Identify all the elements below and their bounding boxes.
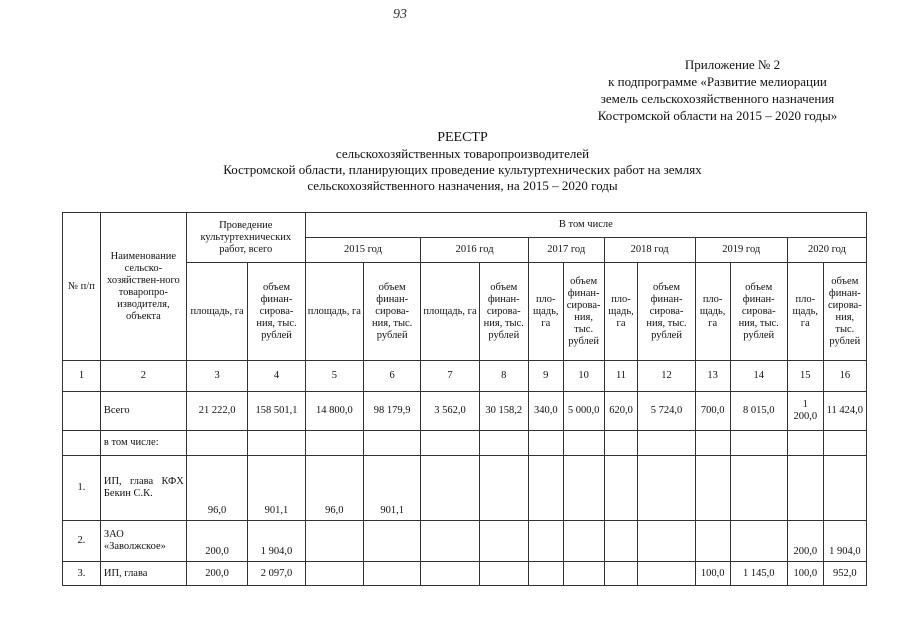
row-num (63, 392, 101, 431)
header-year: 2017 год (528, 238, 604, 263)
row-value (528, 431, 563, 456)
column-number: 12 (638, 361, 695, 392)
row-value (421, 431, 479, 456)
row-value: 901,1 (248, 456, 305, 521)
row-value (305, 562, 363, 586)
row-value (604, 521, 638, 562)
header-sub: площадь, га (186, 263, 247, 361)
column-number: 9 (528, 361, 563, 392)
row-value: 1 200,0 (787, 392, 823, 431)
row-value (479, 456, 528, 521)
header-name: Наименование сельско-хозяйствен-ного товаропро-изводителя, объекта (100, 213, 186, 361)
column-number: 4 (248, 361, 305, 392)
row-value: 5 724,0 (638, 392, 695, 431)
row-value: 3 562,0 (421, 392, 479, 431)
column-number: 13 (695, 361, 730, 392)
row-value (421, 562, 479, 586)
row-value: 158 501,1 (248, 392, 305, 431)
row-value (563, 521, 604, 562)
row-name: в том числе: (100, 431, 186, 456)
row-num: 1. (63, 456, 101, 521)
row-value (528, 456, 563, 521)
row-value: 620,0 (604, 392, 638, 431)
row-value: 901,1 (364, 456, 421, 521)
row-value (563, 562, 604, 586)
column-number-row (63, 361, 867, 392)
row-value (638, 521, 695, 562)
row-value (421, 456, 479, 521)
header-sub: площадь, га (421, 263, 479, 361)
row-value (695, 521, 730, 562)
column-number: 2 (100, 361, 186, 392)
appendix-line: Приложение № 2 (684, 57, 781, 72)
row-value (248, 431, 305, 456)
header-num: № п/п (63, 213, 101, 361)
row-value: 700,0 (695, 392, 730, 431)
appendix-line: земель сельскохозяйственного назначения (600, 91, 835, 106)
row-value (730, 521, 787, 562)
row-value: 21 222,0 (186, 392, 247, 431)
row-value: 5 000,0 (563, 392, 604, 431)
row-value (528, 521, 563, 562)
row-name: ИП, глава КФХ Бекин С.К. (100, 456, 186, 521)
row-name: Всего (100, 392, 186, 431)
row-value (604, 456, 638, 521)
header-sub: объем финан-сирова-ния, тыс. рублей (563, 263, 604, 361)
row-name: ЗАО «Заволжское» (100, 521, 186, 562)
header-sub: объем финан-сирова-ния, тыс. рублей (823, 263, 866, 361)
registry-table (62, 212, 867, 586)
column-number: 10 (563, 361, 604, 392)
row-value (364, 431, 421, 456)
row-value: 1 145,0 (730, 562, 787, 586)
header-sub: пло-щадь, га (695, 263, 730, 361)
row-value (186, 431, 247, 456)
page-number: 93 (393, 7, 407, 22)
document-title (60, 130, 865, 194)
row-value: 96,0 (305, 456, 363, 521)
column-number: 6 (364, 361, 421, 392)
column-number: 16 (823, 361, 866, 392)
row-value: 30 158,2 (479, 392, 528, 431)
row-value (479, 521, 528, 562)
header-sub: пло-щадь, га (787, 263, 823, 361)
row-value (364, 562, 421, 586)
column-number: 11 (604, 361, 638, 392)
row-value: 100,0 (787, 562, 823, 586)
row-value (364, 521, 421, 562)
header-sub: объем финан-сирова-ния, тыс. рублей (638, 263, 695, 361)
row-value: 96,0 (186, 456, 247, 521)
row-value: 1 904,0 (248, 521, 305, 562)
header-sub: объем финан-сирова-ния, тыс. рублей (364, 263, 421, 361)
column-number: 5 (305, 361, 363, 392)
column-number: 8 (479, 361, 528, 392)
row-value (604, 431, 638, 456)
table-row-including (63, 431, 867, 456)
row-value (787, 456, 823, 521)
row-value: 8 015,0 (730, 392, 787, 431)
row-value (730, 431, 787, 456)
header-row (63, 213, 867, 238)
header-incl-group: В том числе (305, 213, 866, 238)
row-value (421, 521, 479, 562)
header-sub: объем финан-сирова-ния, тыс. рублей (730, 263, 787, 361)
row-name: ИП, глава (100, 562, 186, 586)
row-value (604, 562, 638, 586)
appendix-line: Костромской области на 2015 – 2020 годы» (597, 108, 838, 123)
row-value: 200,0 (186, 562, 247, 586)
header-year: 2016 год (421, 238, 529, 263)
row-value (730, 456, 787, 521)
table-row (63, 562, 867, 586)
row-value (787, 431, 823, 456)
header-sub: пло-щадь, га (604, 263, 638, 361)
row-value (305, 521, 363, 562)
row-value (528, 562, 563, 586)
row-value: 340,0 (528, 392, 563, 431)
header-total-group: Проведение культуртехнических работ, всего (186, 213, 305, 263)
row-value (823, 431, 866, 456)
column-number: 7 (421, 361, 479, 392)
row-num: 3. (63, 562, 101, 586)
row-value (305, 431, 363, 456)
row-value: 11 424,0 (823, 392, 866, 431)
row-value: 98 179,9 (364, 392, 421, 431)
row-value (638, 562, 695, 586)
row-num (63, 431, 101, 456)
row-value: 14 800,0 (305, 392, 363, 431)
row-value (563, 456, 604, 521)
column-number: 3 (186, 361, 247, 392)
row-value (823, 456, 866, 521)
row-num: 2. (63, 521, 101, 562)
row-value: 2 097,0 (248, 562, 305, 586)
row-value (638, 456, 695, 521)
appendix-line: к подпрограмме «Развитие мелиорации (608, 74, 827, 89)
table-row (63, 456, 867, 521)
title-line: сельскохозяйственных товаропроизводителей (335, 146, 590, 161)
title-line: Костромской области, планирующих проведение культуртехнических работ на землях (223, 162, 702, 177)
column-number: 14 (730, 361, 787, 392)
row-value: 200,0 (186, 521, 247, 562)
row-value (479, 562, 528, 586)
header-year: 2015 год (305, 238, 421, 263)
header-sub: объем финан-сирова-ния, тыс. рублей (248, 263, 305, 361)
row-value (563, 431, 604, 456)
table-row-total (63, 392, 867, 431)
header-sub: объем финан-сирова-ния, тыс. рублей (479, 263, 528, 361)
column-number: 1 (63, 361, 101, 392)
header-year: 2018 год (604, 238, 695, 263)
appendix-heading (520, 56, 905, 124)
table-row (63, 521, 867, 562)
header-year: 2019 год (695, 238, 787, 263)
row-value (695, 456, 730, 521)
row-value: 952,0 (823, 562, 866, 586)
row-value: 200,0 (787, 521, 823, 562)
row-value (479, 431, 528, 456)
row-value (638, 431, 695, 456)
row-value (695, 431, 730, 456)
row-value: 100,0 (695, 562, 730, 586)
title-main: РЕЕСТР (437, 130, 488, 145)
header-sub: площадь, га (305, 263, 363, 361)
row-value: 1 904,0 (823, 521, 866, 562)
header-sub: пло-щадь, га (528, 263, 563, 361)
column-number: 15 (787, 361, 823, 392)
title-line: сельскохозяйственного назначения, на 2015 – 2020 годы (307, 178, 618, 193)
header-year: 2020 год (787, 238, 866, 263)
